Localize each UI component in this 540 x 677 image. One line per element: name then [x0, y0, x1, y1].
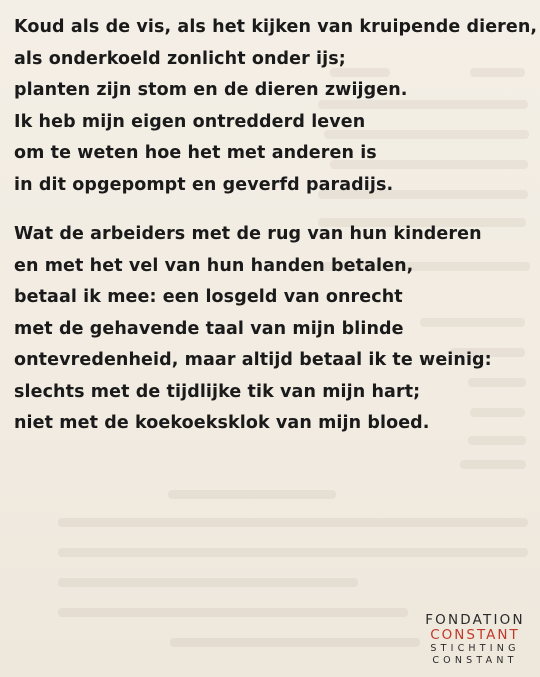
poem-line: niet met de koekoeksklok van mijn bloed.: [14, 413, 430, 433]
poem-line: Ik heb mijn eigen ontredderd leven: [14, 111, 366, 132]
poem-line: betaal ik mee: een losgeld van onrecht: [14, 287, 403, 307]
poem-line: slechts met de tijdlijke tik van mijn hart;: [14, 381, 421, 402]
poem-text: [14, 12, 538, 458]
logo-line-stichting: STICHTING: [430, 643, 520, 654]
poem-line: in dit opgepompt en geverfd paradijs.: [14, 174, 394, 195]
poem-line: met de gehavende taal van mijn blinde: [14, 318, 404, 339]
poem-line: ontevredenheid, maar altijd betaal ik te weinig:: [14, 350, 492, 370]
poem-line: om te weten hoe het met anderen is: [14, 143, 377, 163]
stanza-2: [14, 219, 534, 440]
stanza-1: [14, 12, 538, 201]
poem-line: Wat de arbeiders met de rug van hun kinderen: [14, 224, 482, 244]
poem-line: en met het vel van hun handen betalen,: [14, 255, 414, 276]
fondation-constant-logo: [420, 614, 530, 665]
poem-line: Koud als de vis, als het kijken van kruipende dieren,: [14, 17, 538, 37]
logo-line-fondation: FONDATION: [425, 612, 525, 628]
logo-line-constant-sub: CONSTANT: [432, 654, 518, 666]
logo-line-constant: CONSTANT: [430, 626, 520, 643]
poem-line: planten zijn stom en de dieren zwijgen.: [14, 80, 408, 100]
poem-line: als onderkoeld zonlicht onder ijs;: [14, 48, 346, 69]
